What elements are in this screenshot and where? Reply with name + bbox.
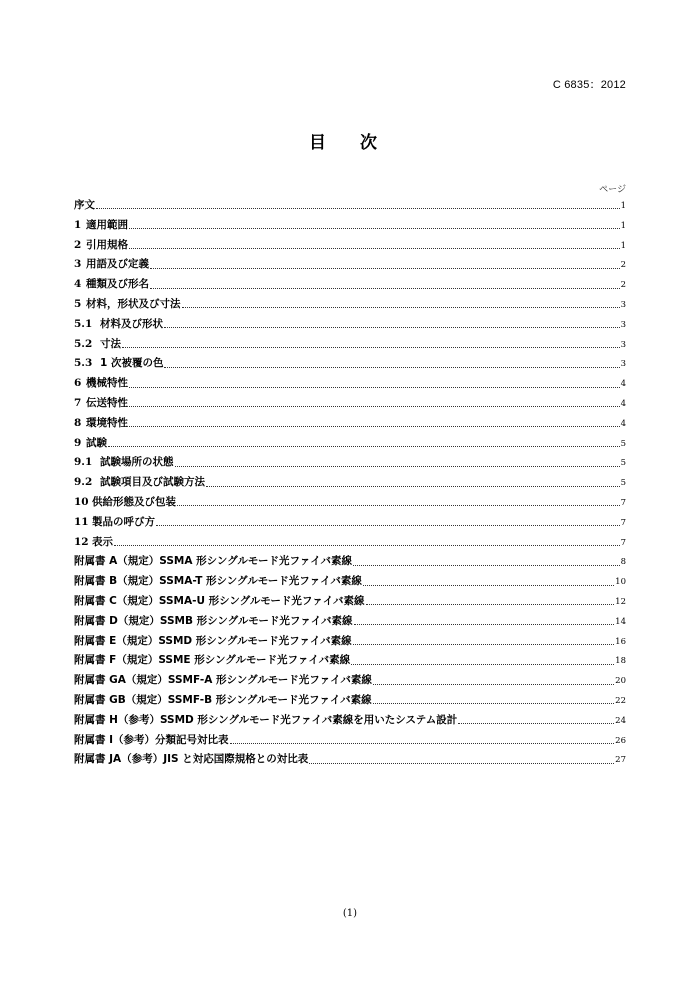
toc-entry-text: 機械特性 [86,377,128,390]
toc-entry-page: 7 [620,537,626,548]
toc-entry-number: 7 [74,396,82,409]
toc-entry-text: 供給形態及び包装 [92,495,176,508]
toc-leader-dots [373,703,615,704]
toc-entry-text: 引用規格 [86,238,128,251]
toc-leader-dots [129,248,620,249]
table-of-contents [74,197,626,771]
toc-entry-text: 1 次被覆の色 [100,357,164,370]
toc-entry-page: 2 [620,280,626,291]
toc-entry-text: 附属書 JA（参考）JIS と対応国際規格との対比表 [74,753,309,766]
toc-entry-number: 12 [74,535,89,548]
toc-entry[interactable] [74,613,626,633]
toc-entry-page: 22 [615,695,626,706]
toc-leader-dots [156,525,620,526]
toc-entry[interactable] [74,732,626,752]
toc-entry[interactable] [74,652,626,672]
toc-entry-text: 附属書 D（規定）SSMB 形シングルモード光ファイバ素線 [74,614,353,627]
toc-entry[interactable] [74,375,626,395]
toc-leader-dots [122,347,620,348]
toc-entry[interactable] [74,553,626,573]
page-title: 目 次 [309,133,391,153]
toc-entry-page: 14 [615,616,626,627]
toc-entry-page: 27 [615,755,626,766]
toc-entry-page: 7 [620,517,626,528]
toc-entry-text: 環境特性 [86,416,128,429]
toc-entry-page: 3 [620,319,626,330]
toc-entry-page: 5 [620,438,626,449]
toc-entry-page: 3 [620,299,626,310]
toc-entry[interactable] [74,217,626,237]
toc-entry-number: 9.2 [74,476,93,489]
toc-leader-dots [230,743,615,744]
toc-entry-text: 附属書 C（規定）SSMA-U 形シングルモード光ファイバ素線 [74,594,365,607]
toc-entry[interactable] [74,751,626,771]
toc-entry-page: 10 [615,577,626,588]
toc-entry-text: 附属書 GB（規定）SSMF-B 形シングルモード光ファイバ素線 [74,693,372,706]
toc-entry-number: 8 [74,416,82,429]
toc-leader-dots [164,367,619,368]
toc-entry[interactable] [74,435,626,455]
toc-leader-dots [309,763,614,764]
toc-entry-text: 序文 [74,199,95,211]
toc-leader-dots [129,406,620,407]
toc-leader-dots [129,387,620,388]
toc-entry[interactable] [74,355,626,375]
toc-entry-page: 18 [615,656,626,667]
toc-leader-dots [114,545,620,546]
toc-leader-dots [108,446,620,447]
toc-entry-number: 5.2 [74,337,93,350]
toc-entry-text: 種類及び形名 [86,278,149,291]
toc-entry-text: 附属書 E（規定）SSMD 形シングルモード光ファイバ素線 [74,634,352,647]
toc-entry-page: 4 [620,379,626,390]
toc-leader-dots [206,486,620,487]
toc-entry-page: 2 [620,260,626,271]
toc-entry-page: 26 [615,735,626,746]
toc-entry-page: 24 [615,715,626,726]
toc-entry[interactable] [74,256,626,276]
toc-entry-text: 試験項目及び試験方法 [100,476,205,489]
toc-entry-number: 9.1 [74,456,93,469]
footer-page-number: (1) [342,908,358,919]
toc-entry[interactable] [74,474,626,494]
toc-entry[interactable] [74,573,626,593]
toc-leader-dots [164,327,620,328]
toc-entry-page: 1 [620,240,626,251]
toc-entry[interactable] [74,454,626,474]
toc-leader-dots [354,624,615,625]
toc-entry-number: 4 [74,278,82,291]
toc-entry[interactable] [74,712,626,732]
toc-entry-number: 5.3 [74,357,93,370]
toc-entry-text: 伝送特性 [86,396,128,409]
toc-leader-dots [458,723,614,724]
toc-entry-text: 附属書 B（規定）SSMA-T 形シングルモード光ファイバ素線 [74,575,362,588]
toc-entry-text: 材料及び形状 [100,317,163,330]
toc-leader-dots [353,565,620,566]
toc-leader-dots [351,664,614,665]
toc-leader-dots [363,585,614,586]
toc-entry[interactable] [74,336,626,356]
toc-leader-dots [129,426,620,427]
toc-entry-number: 2 [74,238,82,251]
toc-entry[interactable] [74,197,626,217]
toc-entry-text: 試験場所の状態 [100,456,174,469]
toc-entry-number: 10 [74,495,89,508]
toc-entry-text: 適用範囲 [86,218,128,231]
toc-leader-dots [96,208,620,209]
toc-entry-page: 8 [620,557,626,568]
toc-entry[interactable] [74,593,626,613]
toc-entry-number: 11 [74,515,89,528]
toc-entry[interactable] [74,692,626,712]
toc-entry-text: 試験 [86,436,107,449]
page-column-label: ページ [599,185,626,195]
toc-entry-text: 寸法 [100,337,121,350]
toc-entry-page: 7 [620,497,626,508]
document-code: C 6835：2012 [552,79,626,91]
toc-leader-dots [353,644,614,645]
toc-leader-dots [175,466,620,467]
toc-entry-page: 5 [620,458,626,469]
toc-entry[interactable] [74,514,626,534]
toc-leader-dots [373,684,614,685]
toc-entry-number: 3 [74,258,82,271]
toc-entry-text: 製品の呼び方 [92,515,155,528]
toc-entry[interactable] [74,237,626,257]
toc-entry-page: 12 [615,596,626,607]
toc-entry-text: 附属書 A（規定）SSMA 形シングルモード光ファイバ素線 [74,555,353,568]
toc-entry[interactable] [74,415,626,435]
toc-entry-page: 3 [620,339,626,350]
toc-entry[interactable] [74,296,626,316]
toc-entry-text: 附属書 I（参考）分類記号対比表 [74,733,229,746]
toc-entry[interactable] [74,395,626,415]
toc-leader-dots [366,604,615,605]
toc-entry-page: 3 [620,359,626,370]
toc-entry-text: 附属書 GA（規定）SSMF-A 形シングルモード光ファイバ素線 [74,674,372,687]
toc-entry-page: 4 [620,398,626,409]
toc-entry[interactable] [74,276,626,296]
toc-entry-page: 5 [620,478,626,489]
toc-entry-text: 材料，形状及び寸法 [86,297,181,310]
toc-entry-page: 16 [615,636,626,647]
toc-entry-number: 6 [74,377,82,390]
toc-entry-number: 1 [74,218,82,231]
toc-leader-dots [182,307,620,308]
toc-entry[interactable] [74,534,626,554]
toc-leader-dots [177,505,620,506]
toc-entry-text: 附属書 H（参考）SSMD 形シングルモード光ファイバ素線を用いたシステム設計 [74,713,458,726]
toc-entry-text: 表示 [92,535,113,548]
toc-entry-number: 9 [74,436,82,449]
toc-entry[interactable] [74,494,626,514]
toc-leader-dots [150,268,620,269]
toc-entry[interactable] [74,316,626,336]
toc-entry-text: 附属書 F（規定）SSME 形シングルモード光ファイバ素線 [74,654,351,667]
toc-entry-page: 1 [620,201,626,211]
toc-leader-dots [129,228,620,229]
toc-entry-text: 用語及び定義 [86,258,149,271]
toc-entry-number: 5.1 [74,317,93,330]
toc-entry-page: 20 [615,676,626,687]
toc-entry[interactable] [74,672,626,692]
toc-entry-number: 5 [74,297,82,310]
toc-entry-page: 1 [620,220,626,231]
toc-entry-page: 4 [620,418,626,429]
toc-entry[interactable] [74,633,626,653]
toc-leader-dots [150,288,620,289]
